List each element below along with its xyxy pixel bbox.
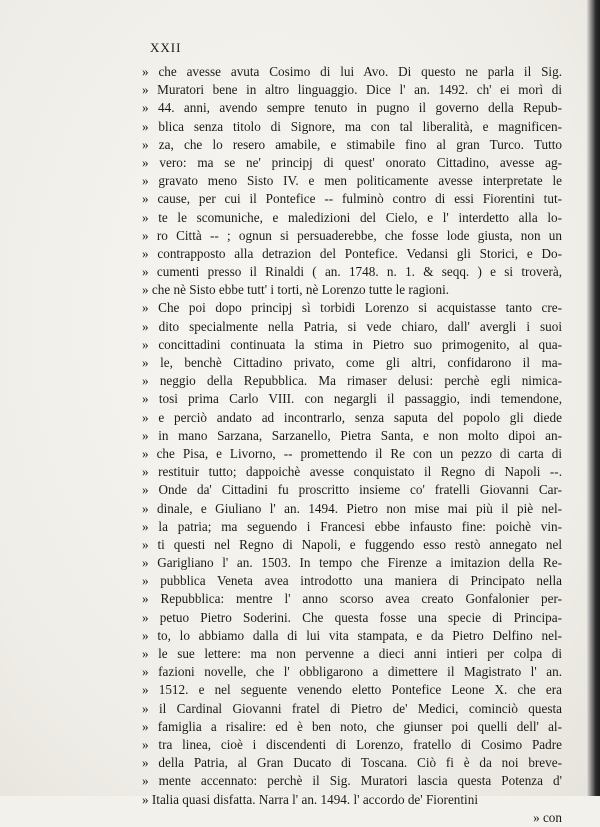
text-line: » Garigliano l' an. 1503. In tempo che Firenze a imitazion della Re- (142, 555, 562, 571)
text-line: » mente accennato: perchè il Sig. Muratori lascia questa Potenza d' (142, 773, 562, 789)
text-line: » dinale, e Giuliano l' an. 1494. Pietro non mise mai più il piè nel- (142, 500, 562, 516)
text-line: » le sue lettere: ma non pervenne a dieci anni intieri per colpa di (142, 646, 562, 661)
text-line: » in mano Sarzana, Sarzanello, Pietra Santa, e non molto dipoi an- (142, 427, 562, 443)
text-line: » della Patria, al Gran Ducato di Toscana. Ciò fi è da noi breve- (142, 755, 562, 771)
text-line: » Italia quasi disfatta. Narra l' an. 1494. l' accordo de' Fiorentini (142, 791, 478, 807)
text-line: » contrapposto alla detrazion del Pontefice. Vedansi gli Storici, e Do- (142, 245, 562, 261)
text-line: » ti questi nel Regno di Napoli, e fuggendo esso restò annegato nel (142, 536, 562, 552)
text-line: » tosi prima Carlo VIII. con negargli il passaggio, indi temendone, (142, 391, 562, 407)
page-edge-shadow (586, 0, 600, 796)
text-line: » e perciò andato ad incontrarlo, senza saputa del popolo gli diede (142, 409, 562, 425)
text-line: » il Cardinal Giovanni fratel di Pietro de' Medici, cominciò questa (142, 700, 562, 716)
text-line: » Muratori bene in altro linguaggio. Dice l' an. 1492. ch' ei morì di (142, 82, 562, 98)
text-line: » che Pisa, e Livorno, -- promettendo il Re con un pezzo di carta di (142, 445, 562, 461)
text-line: » che avesse avuta Cosimo di lui Avo. Di questo ne parla il Sig. (142, 64, 562, 79)
text-line: » famiglia a risalire: ed è ben noto, che giunser poi quelli dell' al- (142, 718, 562, 734)
text-line: » petuo Pietro Soderini. Che questa fosse una specie di Principa- (142, 609, 562, 625)
text-line: » 1512. e nel seguente venendo eletto Pontefice Leone X. che era (142, 682, 562, 698)
text-line: » dito specialmente nella Patria, si vede chiaro, dall' avergli i suoi (142, 318, 562, 334)
text-line: » cumenti presso il Rinaldi ( an. 1748. n. 1. & seqq. ) e si troverà, (142, 264, 562, 280)
text-line: » concittadini continuata la stima in Pietro suo primogenito, al qua- (142, 336, 562, 352)
text-line: » za, che lo resero amabile, e stimabile fino al gran Turco. Tutto (142, 136, 562, 152)
text-line: » 44. anni, avendo sempre tenuto in pugno il governo della Repub- (142, 100, 562, 116)
text-line: » ro Città -- ; ognun si persuaderebbe, che fosse lode giusta, non un (142, 227, 562, 243)
text-line: » le, benchè Cittadino privato, come gli altri, confidarono il ma- (142, 355, 562, 370)
text-line: » te le scomuniche, e maledizioni del Cielo, e l' interdetto alla lo- (142, 209, 562, 225)
text-line: » restituir tutto; dappoichè avesse conquistato il Regno di Napoli --. (142, 464, 562, 480)
text-line: » pubblica Veneta avea introdotto una maniera di Principato nella (142, 573, 562, 589)
text-line: » Che poi dopo principj sì torbidi Lorenzo si acquistasse tanto cre- (142, 300, 562, 316)
text-line: » vero: ma se ne' principj di quest' onorato Cittadino, avesse ag- (142, 154, 562, 170)
text-line: » blica senza titolo di Signore, ma con tal liberalità, e magnificen- (142, 118, 562, 134)
text-line: » fazioni novelle, che l' obbligarono a dimettere il Magistrato l' an. (142, 664, 562, 680)
text-line: » la patria; ma seguendo i Francesi ebbe infausto fine: poichè vin- (142, 518, 562, 534)
text-line: » Onde da' Cittadini fu proscritto insieme co' fratelli Giovanni Car- (142, 482, 562, 498)
body-text (142, 63, 562, 827)
text-line: » Repubblica: mentre l' anno scorso avea creato Gonfalonier per- (142, 591, 562, 607)
text-line: » che nè Sisto ebbe tutt' i torti, nè Lorenzo tutte le ragioni. (142, 282, 450, 298)
text-line: » cause, per cui il Pontefice -- fulminò contro di essi Fiorentini tut- (142, 191, 562, 207)
text-line: » to, lo abbiamo dalla di lui vita stampata, e da Pietro Delfino nel- (142, 627, 562, 643)
text-line: » neggio della Repubblica. Ma rimaser delusi: perchè egli nimica- (142, 373, 562, 389)
page-number: XXII (150, 40, 182, 55)
catchword: » con (533, 809, 562, 825)
text-line: » tra linea, cioè i discendenti di Lorenzo, fratello di Cosimo Padre (142, 736, 562, 752)
text-line: » gravato meno Sisto IV. e men politicamente avesse interpretate le (142, 173, 562, 189)
